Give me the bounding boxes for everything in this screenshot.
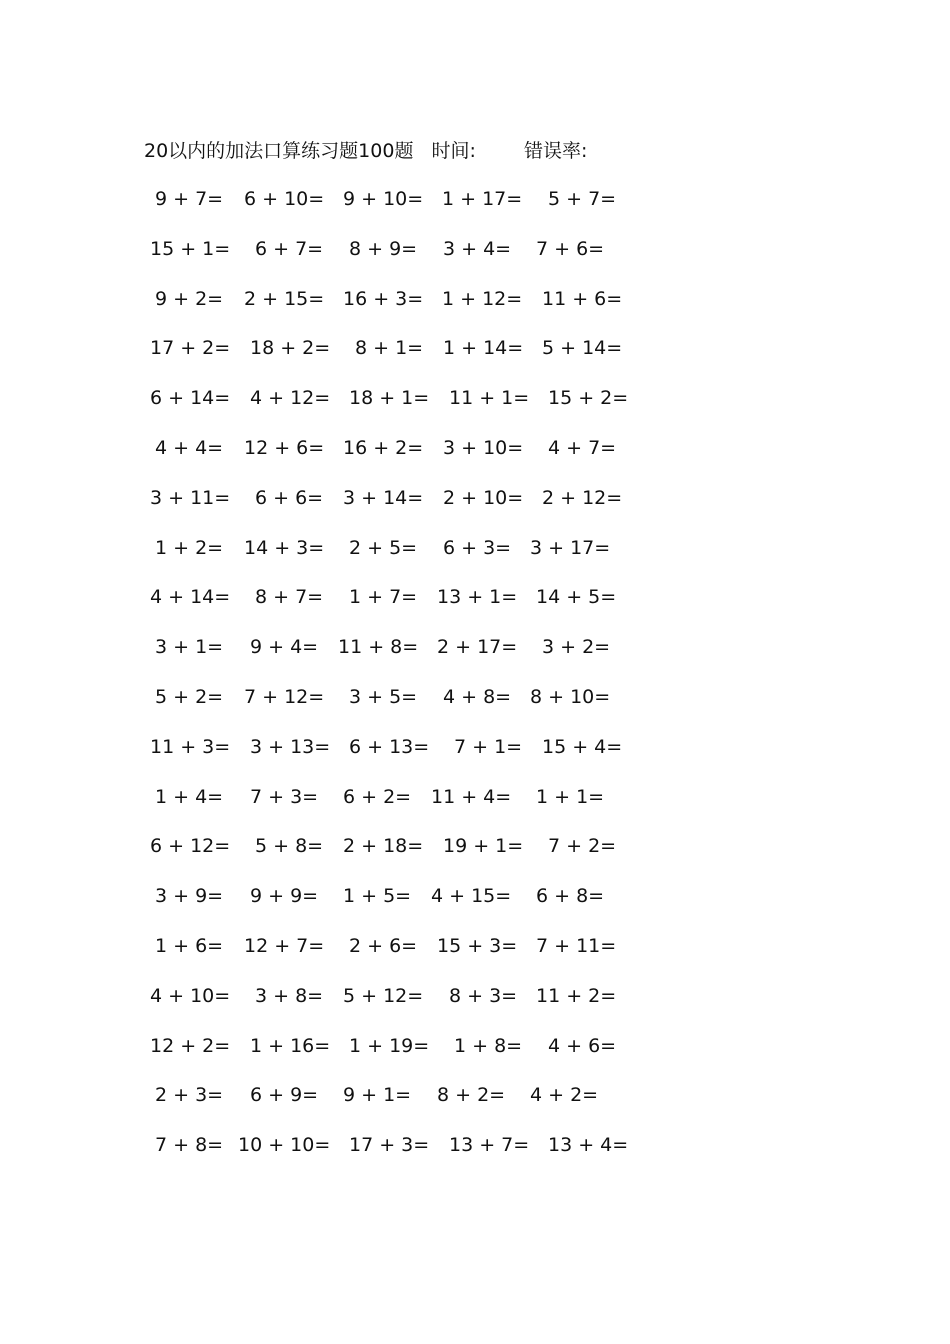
addition-problem: 9 + 10= bbox=[343, 188, 424, 210]
addition-problem: 17 + 3= bbox=[349, 1134, 430, 1157]
addition-problem: 9 + 2= bbox=[155, 287, 224, 310]
addition-problem: 15 + 3= bbox=[437, 935, 518, 957]
addition-problem: 1 + 12= bbox=[442, 287, 523, 310]
addition-problem: 8 + 1= bbox=[355, 337, 424, 360]
addition-problem: 7 + 6= bbox=[536, 237, 605, 260]
addition-problem: 9 + 9= bbox=[250, 885, 319, 908]
problem-row bbox=[0, 981, 950, 1011]
addition-problem: 6 + 2= bbox=[343, 785, 412, 808]
addition-problem: 8 + 10= bbox=[530, 686, 611, 708]
addition-problem: 8 + 2= bbox=[437, 1084, 506, 1107]
addition-problem: 1 + 7= bbox=[349, 586, 418, 609]
problem-row bbox=[0, 582, 950, 612]
addition-problem: 2 + 5= bbox=[349, 536, 418, 559]
addition-problem: 3 + 10= bbox=[443, 437, 524, 459]
addition-problem: 12 + 6= bbox=[244, 437, 325, 459]
addition-problem: 4 + 2= bbox=[530, 1084, 599, 1107]
addition-problem: 16 + 3= bbox=[343, 287, 424, 310]
error-rate-label: 错误率: bbox=[523, 140, 588, 162]
addition-problem: 7 + 1= bbox=[454, 735, 523, 758]
addition-problem: 1 + 2= bbox=[155, 536, 224, 559]
problem-row bbox=[0, 533, 950, 563]
addition-problem: 2 + 10= bbox=[443, 486, 524, 509]
addition-problem: 11 + 3= bbox=[150, 735, 231, 758]
addition-problem: 6 + 3= bbox=[443, 536, 512, 559]
addition-problem: 13 + 7= bbox=[449, 1134, 530, 1157]
addition-problem: 3 + 13= bbox=[250, 735, 331, 758]
problem-row bbox=[0, 682, 950, 712]
addition-problem: 13 + 4= bbox=[548, 1134, 629, 1157]
addition-problem: 2 + 12= bbox=[542, 486, 623, 509]
problem-row bbox=[0, 732, 950, 762]
addition-problem: 3 + 14= bbox=[343, 486, 424, 509]
addition-problem: 15 + 1= bbox=[150, 237, 231, 260]
addition-problem: 18 + 2= bbox=[250, 337, 331, 360]
addition-problem: 5 + 2= bbox=[155, 686, 224, 708]
addition-problem: 1 + 4= bbox=[155, 785, 224, 808]
addition-problem: 12 + 7= bbox=[244, 935, 325, 957]
addition-problem: 1 + 6= bbox=[155, 935, 224, 957]
problem-row bbox=[0, 1080, 950, 1110]
addition-problem: 6 + 6= bbox=[255, 486, 324, 509]
addition-problem: 4 + 15= bbox=[431, 885, 512, 908]
addition-problem: 14 + 3= bbox=[244, 536, 325, 559]
addition-problem: 15 + 4= bbox=[542, 735, 623, 758]
addition-problem: 11 + 1= bbox=[449, 387, 530, 410]
addition-problem: 10 + 10= bbox=[238, 1134, 331, 1157]
addition-problem: 6 + 13= bbox=[349, 735, 430, 758]
addition-problem: 1 + 14= bbox=[443, 337, 524, 360]
addition-problem: 8 + 9= bbox=[349, 237, 418, 260]
problem-row bbox=[0, 234, 950, 264]
addition-problem: 7 + 2= bbox=[548, 835, 617, 858]
addition-problem: 5 + 14= bbox=[542, 337, 623, 360]
addition-problem: 8 + 7= bbox=[255, 586, 324, 609]
addition-problem: 1 + 1= bbox=[536, 785, 605, 808]
problem-row bbox=[0, 284, 950, 314]
addition-problem: 11 + 4= bbox=[431, 785, 512, 808]
addition-problem: 4 + 12= bbox=[250, 387, 331, 410]
addition-problem: 4 + 10= bbox=[150, 984, 231, 1007]
addition-problem: 7 + 8= bbox=[155, 1134, 224, 1157]
addition-problem: 3 + 9= bbox=[155, 885, 224, 908]
addition-problem: 3 + 17= bbox=[530, 536, 611, 559]
addition-problem: 6 + 9= bbox=[250, 1084, 319, 1107]
addition-problem: 3 + 2= bbox=[542, 636, 611, 659]
addition-problem: 9 + 1= bbox=[343, 1084, 412, 1107]
addition-problem: 2 + 3= bbox=[155, 1084, 224, 1107]
addition-problem: 3 + 11= bbox=[150, 486, 231, 509]
addition-problem: 1 + 19= bbox=[349, 1034, 430, 1057]
problem-row bbox=[0, 184, 950, 214]
addition-problem: 3 + 5= bbox=[349, 686, 418, 708]
addition-problem: 8 + 3= bbox=[449, 984, 518, 1007]
problem-row bbox=[0, 1031, 950, 1061]
addition-problem: 7 + 3= bbox=[250, 785, 319, 808]
addition-problem: 7 + 11= bbox=[536, 935, 617, 957]
addition-problem: 3 + 4= bbox=[443, 237, 512, 260]
problem-row bbox=[0, 383, 950, 413]
addition-problem: 9 + 7= bbox=[155, 188, 224, 210]
addition-problem: 6 + 14= bbox=[150, 387, 231, 410]
problem-row bbox=[0, 782, 950, 812]
addition-problem: 1 + 5= bbox=[343, 885, 412, 908]
addition-problem: 17 + 2= bbox=[150, 337, 231, 360]
problem-row bbox=[0, 333, 950, 363]
addition-problem: 9 + 4= bbox=[250, 636, 319, 659]
time-label: 时间: bbox=[431, 140, 476, 162]
addition-problem: 5 + 8= bbox=[255, 835, 324, 858]
addition-problem: 6 + 10= bbox=[244, 188, 325, 210]
addition-problem: 2 + 17= bbox=[437, 636, 518, 659]
addition-problem: 6 + 12= bbox=[150, 835, 231, 858]
addition-problem: 5 + 7= bbox=[548, 188, 617, 210]
worksheet-title: 20以内的加法口算练习题100题 bbox=[144, 140, 414, 162]
addition-problem: 15 + 2= bbox=[548, 387, 629, 410]
problem-row bbox=[0, 632, 950, 662]
addition-problem: 6 + 8= bbox=[536, 885, 605, 908]
addition-problem: 7 + 12= bbox=[244, 686, 325, 708]
addition-problem: 4 + 4= bbox=[155, 437, 224, 459]
addition-problem: 14 + 5= bbox=[536, 586, 617, 609]
addition-problem: 11 + 6= bbox=[542, 287, 623, 310]
problem-row bbox=[0, 881, 950, 911]
problem-row bbox=[0, 1130, 950, 1160]
addition-problem: 18 + 1= bbox=[349, 387, 430, 410]
problem-row bbox=[0, 831, 950, 861]
addition-problem: 1 + 8= bbox=[454, 1034, 523, 1057]
addition-problem: 11 + 8= bbox=[338, 636, 419, 659]
problem-row bbox=[0, 433, 950, 463]
addition-problem: 1 + 16= bbox=[250, 1034, 331, 1057]
addition-problem: 3 + 8= bbox=[255, 984, 324, 1007]
addition-problem: 2 + 15= bbox=[244, 287, 325, 310]
addition-problem: 13 + 1= bbox=[437, 586, 518, 609]
addition-problem: 5 + 12= bbox=[343, 984, 424, 1007]
addition-problem: 4 + 7= bbox=[548, 437, 617, 459]
addition-problem: 6 + 7= bbox=[255, 237, 324, 260]
addition-problem: 16 + 2= bbox=[343, 437, 424, 459]
addition-problem: 4 + 8= bbox=[443, 686, 512, 708]
addition-problem: 2 + 6= bbox=[349, 935, 418, 957]
addition-problem: 2 + 18= bbox=[343, 835, 424, 858]
addition-problem: 3 + 1= bbox=[155, 636, 224, 659]
problem-row bbox=[0, 483, 950, 513]
addition-problem: 4 + 14= bbox=[150, 586, 231, 609]
problem-row bbox=[0, 931, 950, 961]
addition-problem: 11 + 2= bbox=[536, 984, 617, 1007]
addition-problem: 12 + 2= bbox=[150, 1034, 231, 1057]
addition-problem: 19 + 1= bbox=[443, 835, 524, 858]
addition-problem: 1 + 17= bbox=[442, 188, 523, 210]
addition-problem: 4 + 6= bbox=[548, 1034, 617, 1057]
